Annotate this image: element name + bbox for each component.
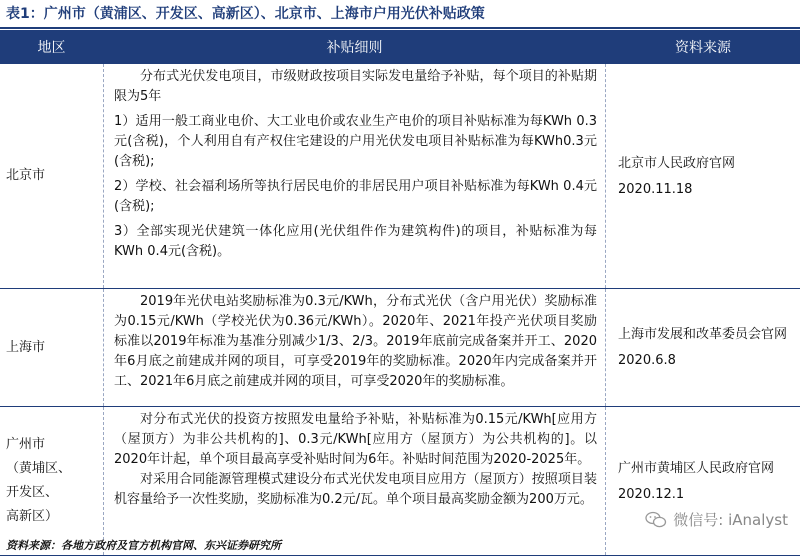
detail-paragraph: 2）学校、社会福利场所等执行居民电价的非居民用户项目补贴标准为每KWh 0.4元(含税); (114, 179, 597, 214)
source-cell (606, 289, 800, 406)
source-name: 上海市发展和改革委员会官网 (618, 327, 788, 342)
detail-paragraph: 对采用合同能源管理模式建设分布式光伏发电项目应用方（屋顶方）按照项目装机容量给予一次性奖励，奖励标准为0.2元/瓦。单个项目最高奖励金额为200万元。 (114, 472, 597, 507)
table-row-guangzhou (0, 407, 800, 556)
table-title: 表1：广州市（黄浦区、开发区、高新区）、北京市、上海市户用光伏补贴政策 (6, 6, 485, 22)
detail-paragraph: 分布式光伏发电项目，市级财政按项目实际发电量给予补贴，每个项目的补贴期限为5年 (114, 69, 597, 104)
source-cell (606, 407, 800, 555)
table-header (0, 30, 800, 64)
region-district: 开发区、 (6, 485, 59, 500)
watermark-text: 微信号: iAnalyst (673, 511, 788, 529)
source-footnote: 资料来源：各地方政府及官方机构官网、东兴证券研究所 (6, 539, 281, 552)
region-cell (0, 64, 103, 288)
wechat-watermark (645, 509, 788, 530)
region-district: 高新区） (6, 509, 59, 524)
source-date: 2020.12.1 (618, 486, 685, 502)
header-detail: 补贴细则 (326, 40, 383, 56)
source-date: 2020.11.18 (618, 181, 693, 197)
detail-paragraph: 对分布式光伏的投资方按照发电量给予补贴，补贴标准为0.15元/KWh[应用方（屋顶方）为非公共机构的]、0.3元/KWh[应用方（屋顶方）为公共机构的]。以2020年计起，单个项目最高享受补贴时间为6年。补贴时间范围为2020-2025年。 (114, 412, 597, 467)
source-date: 2020.6.8 (618, 353, 676, 368)
detail-paragraph: 3）全部实现光伏建筑一体化应用(光伏组件作为建筑构件)的项目，补贴标准为每KWh 0.4元(含税)。 (114, 224, 597, 259)
source-name: 广州市黄埔区人民政府官网 (618, 460, 775, 476)
region-name: 北京市 (6, 168, 46, 183)
region-cell (0, 407, 103, 555)
region-name: 广州市 (6, 437, 46, 452)
header-region: 地区 (37, 40, 66, 56)
region-district: （黄埔区、 (6, 461, 72, 476)
detail-paragraph: 2019年光伏电站奖励标准为0.3元/KWh，分布式光伏（含户用光伏）奖励标准为0.15元/KWh（学校光伏为0.36元/KWh）。2020年、2021年投产光伏项目奖励标准以2019年标准为基准分别减少1/3、2/3。2019年底前完成备案并开工、2020年6月底之前建成并网的项目，可享受2019年的奖励标准。2020年内完成备案并开工、2021年6月底之前建成并网的项目，可享受2020年的奖励标准。 (114, 294, 597, 389)
title-rule (0, 27, 800, 29)
region-name: 上海市 (6, 339, 46, 355)
header-source: 资料来源 (675, 40, 731, 56)
detail-cell (103, 64, 606, 288)
table-row-beijing (0, 64, 800, 289)
table-row-shanghai (0, 289, 800, 407)
detail-cell (103, 289, 606, 406)
wechat-icon (645, 511, 667, 529)
detail-cell (103, 407, 606, 555)
region-cell (0, 289, 103, 406)
policy-table (0, 30, 800, 556)
source-cell (606, 64, 800, 288)
source-name: 北京市人民政府官网 (618, 155, 736, 171)
detail-paragraph: 1）适用一般工商业电价、大工业电价或农业生产电价的项目补贴标准为每KWh 0.3元(含税)，个人利用自有产权住宅建设的户用光伏发电项目补贴标准为每KWh0.3元(含税); (114, 114, 597, 169)
